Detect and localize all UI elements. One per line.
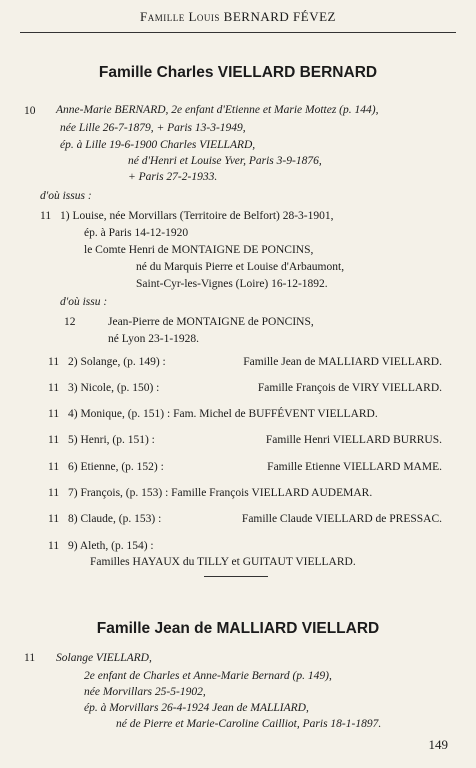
child-family: Famille Henri VIELLARD BURRUS. xyxy=(265,434,442,446)
grandchild-number: 12 xyxy=(64,316,76,328)
entry-line: + Paris 27-2-1933. xyxy=(128,171,218,183)
child-line: ép. à Paris 14-12-1920 xyxy=(84,227,189,239)
child-number: 11 xyxy=(48,513,60,525)
child-family: Famille Jean de MALLIARD VIELLARD. xyxy=(243,356,442,368)
section-title-malliard-viellard: Famille Jean de MALLIARD VIELLARD xyxy=(96,620,380,637)
issu-label: d'où issu : xyxy=(60,296,108,308)
page-number: 149 xyxy=(428,737,448,752)
child-number: 11 xyxy=(48,487,60,499)
entry-line: né d'Henri et Louise Yver, Paris 3-9-1876, xyxy=(128,155,322,167)
child-number: 11 xyxy=(48,461,60,473)
grandchild-line: Jean-Pierre de MONTAIGNE de PONCINS, xyxy=(108,316,314,328)
entry-line: Solange VIELLARD, xyxy=(56,652,152,664)
entry-line: Anne-Marie BERNARD, 2e enfant d'Etienne et Marie Mottez (p. 144), xyxy=(56,104,379,116)
child-line: Saint-Cyr-les-Vignes (Loire) 16-12-1892. xyxy=(136,278,328,290)
child-number: 11 xyxy=(40,210,52,222)
child-line: 2) Solange, (p. 149) : xyxy=(68,356,166,368)
child-line: né du Marquis Pierre et Louise d'Arbaumont, xyxy=(136,261,345,273)
child-line: 1) Louise, née Morvillars (Territoire de Belfort) 28-3-1901, xyxy=(60,210,334,222)
issus-label: d'où issus : xyxy=(40,190,92,202)
child-family: Famille Claude VIELLARD de PRESSAC. xyxy=(241,513,442,525)
running-head: Famille Louis BERNARD FÉVEZ xyxy=(140,9,336,24)
grandchild-line: né Lyon 23-1-1928. xyxy=(108,333,200,345)
child-line: 9) Aleth, (p. 154) : xyxy=(68,540,154,552)
section-title-viellard-bernard: Famille Charles VIELLARD BERNARD xyxy=(98,64,378,81)
child-family: Famille François de VIRY VIELLARD. xyxy=(257,382,442,394)
child-line: 8) Claude, (p. 153) : xyxy=(68,513,162,525)
entry-line: ép. à Morvillars 26-4-1924 Jean de MALLIARD, xyxy=(84,702,309,714)
entry-line: né de Pierre et Marie-Caroline Cailliot, Paris 18-1-1897. xyxy=(116,718,382,730)
child-number: 11 xyxy=(48,382,60,394)
child-family: Famille Etienne VIELLARD MAME. xyxy=(267,461,442,473)
header-rule xyxy=(20,32,456,33)
child-line: 7) François, (p. 153) : Famille François VIELLARD AUDEMAR. xyxy=(68,487,373,499)
child-line: 4) Monique, (p. 151) : Fam. Michel de BUFFÉVENT VIELLARD. xyxy=(68,408,378,420)
child-line: 5) Henri, (p. 151) : xyxy=(68,434,155,446)
entry-line: 2e enfant de Charles et Anne-Marie Bernard (p. 149), xyxy=(84,670,332,682)
child-line: le Comte Henri de MONTAIGNE DE PONCINS, xyxy=(84,244,314,256)
child-number: 11 xyxy=(48,434,60,446)
entry-line: ép. à Lille 19-6-1900 Charles VIELLARD, xyxy=(60,139,256,151)
child-number: 11 xyxy=(48,356,60,368)
child-number: 11 xyxy=(48,540,60,552)
child-family: Familles HAYAUX du TILLY et GUITAUT VIELLARD. xyxy=(90,556,356,568)
entry-line: née Lille 26-7-1879, + Paris 13-3-1949, xyxy=(60,122,246,134)
entry-number: 11 xyxy=(24,652,36,664)
child-line: 3) Nicole, (p. 150) : xyxy=(68,382,160,394)
child-line: 6) Etienne, (p. 152) : xyxy=(68,461,164,473)
child-number: 11 xyxy=(48,408,60,420)
section-separator xyxy=(204,576,268,577)
entry-line: née Morvillars 25-5-1902, xyxy=(84,686,206,698)
entry-number: 10 xyxy=(24,105,36,117)
